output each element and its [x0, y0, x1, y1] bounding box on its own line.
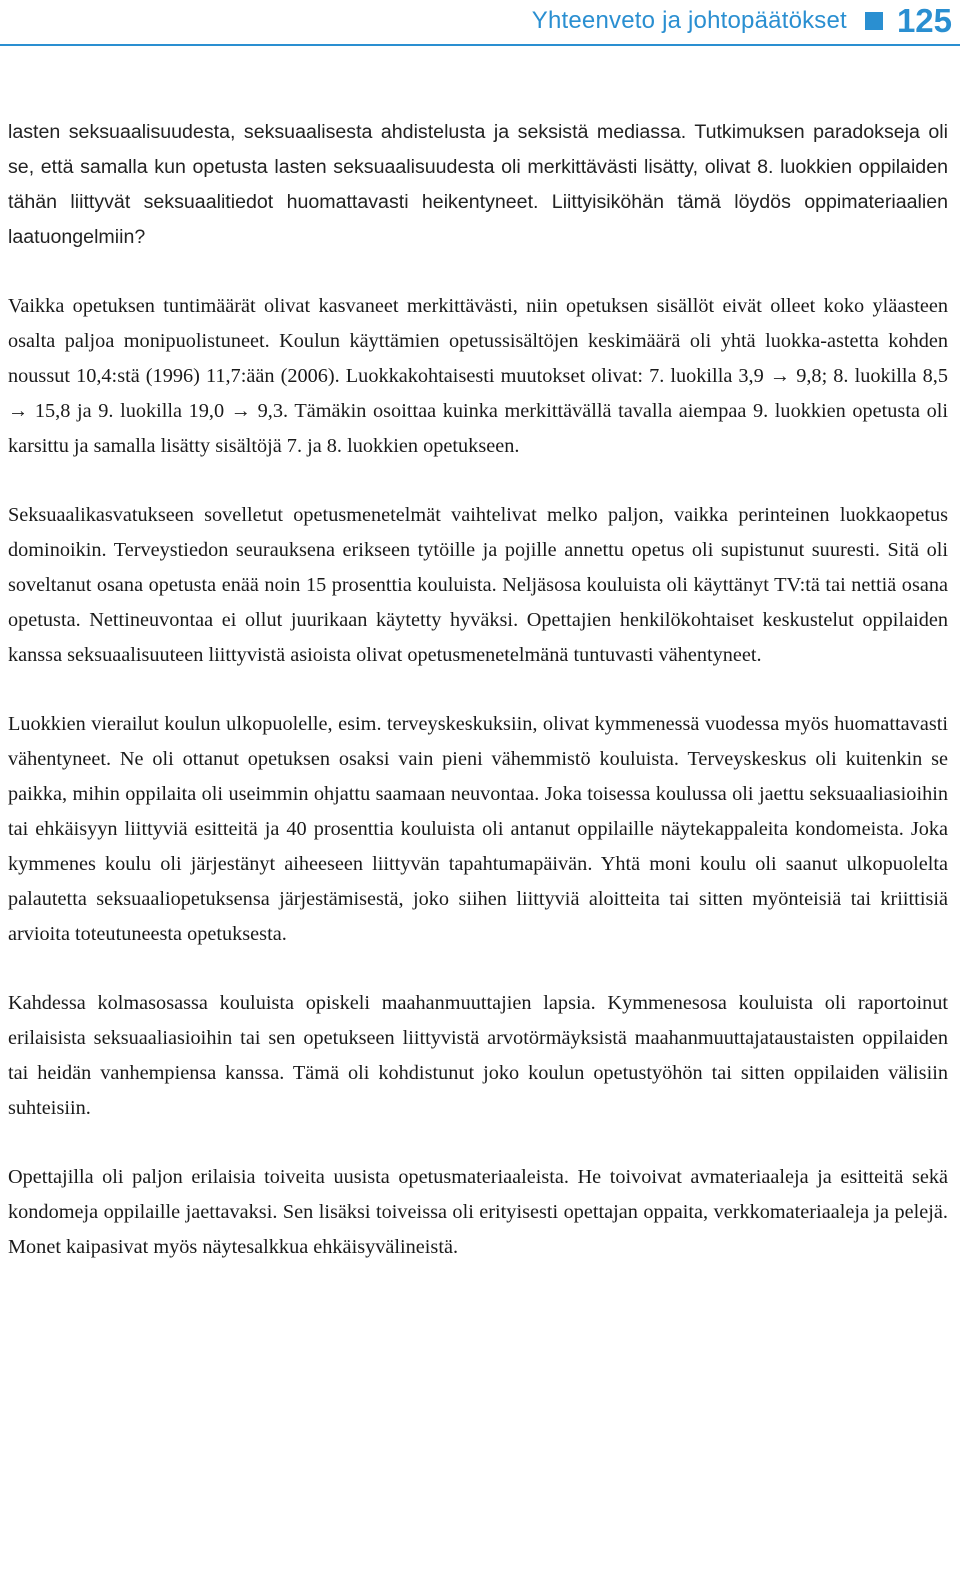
paragraph: Opettajilla oli paljon erilaisia toiveita uusista opetusmateriaaleista. He toivoivat avmateriaaleja ja esitteitä sekä kondomeja oppilaille jaettavaksi. Sen lisäksi toiveissa oli erityisesti opettajan oppaita, verkkomateriaaleja ja pelejä. Monet kaipasivat myös näytesalkkua ehkäisyvälineistä. [8, 1166, 948, 1258]
header-inner [532, 2, 952, 40]
running-header [0, 0, 960, 46]
square-bullet-icon [865, 12, 883, 30]
page-number: 125 [896, 2, 952, 39]
paragraph: Seksuaalikasvatukseen sovelletut opetusmenetelmät vaihtelivat melko paljon, vaikka perinteinen luokkaopetus dominoikin. Terveystiedon seurauksena erikseen tytöille ja pojille annettu opetus oli supistunut suuresti. Sitä oli soveltanut osana opetusta enää noin 15 prosenttia kouluista. Neljäsosa kouluista oli käyttänyt TV:tä tai nettiä osana opetusta. Nettineuvontaa ei ollut juurikaan käytetty hyväksi. Opettajien henkilökohtaiset keskustelut oppilaiden kanssa seksuaalisuuteen liittyvistä asioista olivat opetusmenetelmänä tuntuvasti vähentyneet. [8, 504, 948, 666]
paragraph: lasten seksuaalisuudesta, seksuaalisesta ahdistelusta ja seksistä mediassa. Tutkimuksen paradokseja oli se, että samalla kun opetusta lasten seksuaalisuudesta oli merkittävästi lisätty, olivat 8. luokkien oppilaiden tähän liittyvät seksuaalitiedot huomattavasti heikentyneet. Liittyisiköhän tämä löydös oppimateriaalien laatuongelmiin? [8, 121, 948, 248]
section-title: Yhteenveto ja johtopäätökset [531, 7, 847, 34]
paragraph: Vaikka opetuksen tuntimäärät olivat kasvaneet merkittävästi, niin opetuksen sisällöt eivät olleet koko yläasteen osalta paljoa monipuolistuneet. Koulun käyttämien opetussisältöjen keskimäärä oli yhtä luokka-astetta kohden noussut 10,4:stä (1996) 11,7:ään (2006). Luokkakohtaisesti muutokset olivat: 7. luokilla 3,9 → 9,8; 8. luokilla 8,5 → 15,8 ja 9. luokilla 19,0 → 9,3. Tämäkin osoittaa kuinka merkittävällä tavalla aiempaa 9. luokkien opetusta oli karsittu ja samalla lisätty sisältöjä 7. ja 8. luokkien opetukseen. [8, 295, 948, 457]
body-text [8, 115, 948, 1265]
paragraph: Luokkien vierailut koulun ulkopuolelle, esim. terveyskeskuksiin, olivat kymmenessä vuodessa myös huomattavasti vähentyneet. Ne oli ottanut opetuksen osaksi vain pieni vähemmistö kouluista. Terveyskeskus oli kuitenkin se paikka, mihin oppilaita oli useimmin ohjattu saamaan neuvontaa. Joka toisessa koulussa oli jaettu seksuaaliasioihin tai ehkäisyyn liittyviä esitteitä ja 40 prosenttia kouluista oli antanut oppilaille näytekappaleita kondomeista. Joka kymmenes koulu oli järjestänyt aiheeseen liittyvän tapahtumapäivän. Yhtä moni koulu oli saanut ulkopuolelta palautetta seksuaaliopetuksensa järjestämisestä, joko siihen liittyviä aloitteita tai sitten myönteisiä tai kriittisiä arvioita toteutuneesta opetuksesta. [8, 713, 948, 945]
paragraph: Kahdessa kolmasosassa kouluista opiskeli maahanmuuttajien lapsia. Kymmenesosa kouluista oli raportoinut erilaisista seksuaaliasioihin tai sen opetukseen liittyvistä arvotörmäyksistä maahanmuuttajataustaisten oppilaiden tai heidän vanhempiensa kanssa. Tämä oli kohdistunut joko koulun opetustyöhön tai sitten oppilaiden välisiin suhteisiin. [8, 992, 948, 1119]
